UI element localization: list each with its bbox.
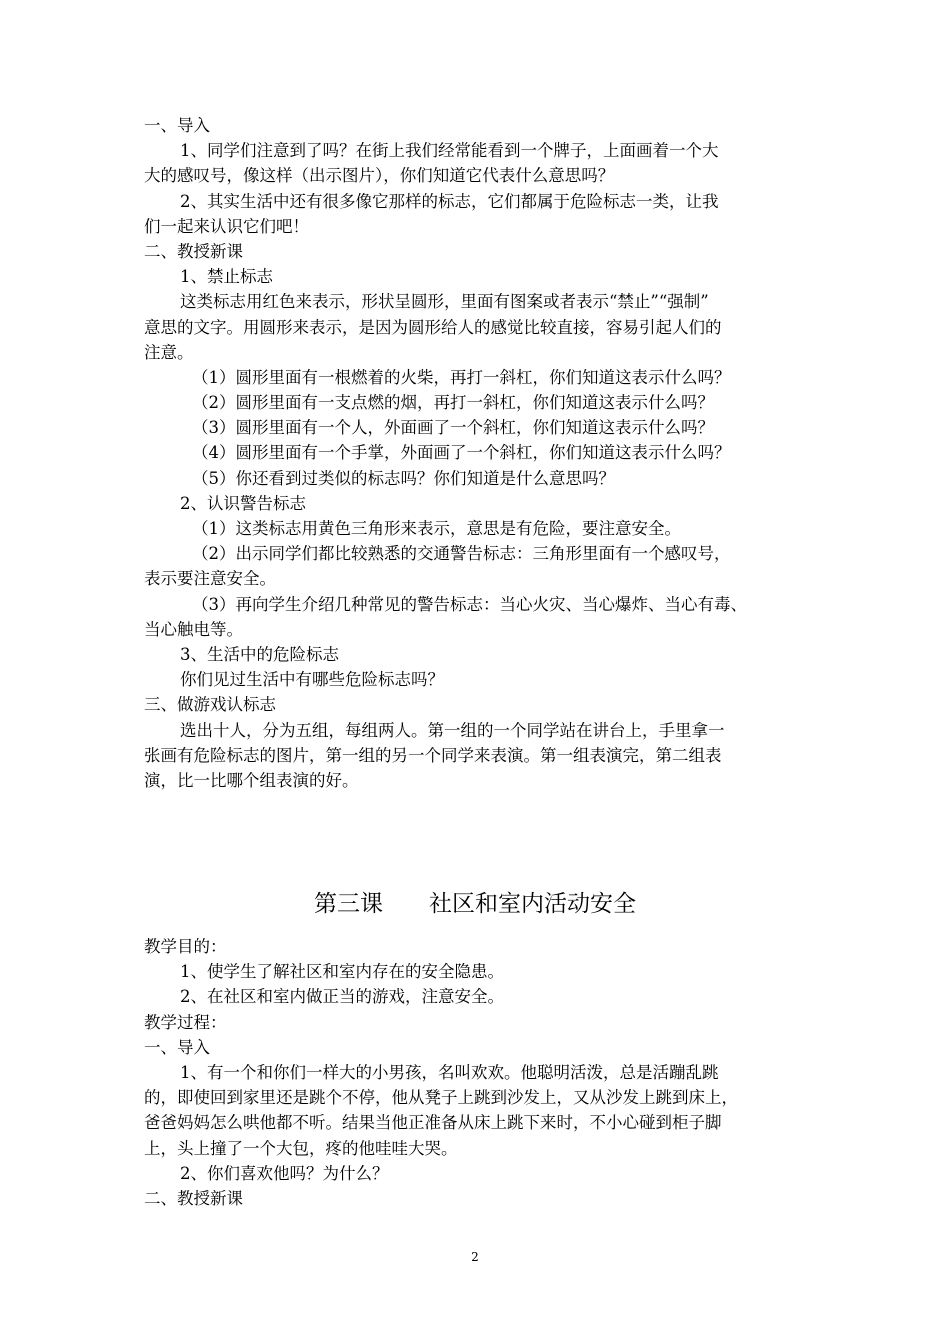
game-desc-line-3: 演，比一比哪个组表演的好。 [144, 770, 359, 790]
life-signs-question: 你们见过生活中有哪些危险标志吗？ [180, 670, 444, 690]
process-heading: 教学过程： [144, 1012, 227, 1032]
story-line-4: 上，头上撞了一个大包，疼的他哇哇大哭。 [144, 1138, 458, 1158]
ban-sign-desc-line-1: 这类标志用红色来表示，形状呈圆形，里面有图案或者表示“禁止”“强制” [180, 292, 709, 312]
game-desc-line-1: 选出十人，分为五组，每组两人。第一组的一个同学站在讲台上，手里拿一 [180, 720, 725, 740]
ban-sign-desc-line-3: 注意。 [144, 342, 194, 362]
teach-heading: 二、教授新课 [144, 241, 243, 261]
story-line-2: 的，即使回到家里还是跳个不停，他从凳子上跳到沙发上，又从沙发上跳到床上， [144, 1088, 738, 1108]
warning-item-2-line-1: （2）出示同学们都比较熟悉的交通警告标志：三角形里面有一个感叹号， [192, 544, 731, 564]
ban-sign-desc-line-2: 意思的文字。用圆形来表示，是因为圆形给人的感觉比较直接，容易引起人们的 [144, 317, 722, 337]
goals-heading: 教学目的： [144, 937, 227, 956]
lesson3-intro-heading: 一、导入 [144, 1037, 210, 1057]
intro-paragraph-2-line-2: 们一起来认识它们吧！ [144, 216, 309, 236]
story-line-3: 爸爸妈妈怎么哄他都不听。结果当他正准备从床上跳下来时，不小心碰到柜子脚 [144, 1113, 722, 1133]
story-question: 2、你们喜欢他吗？为什么？ [180, 1163, 389, 1183]
life-signs-heading: 3、生活中的危险标志 [180, 644, 339, 664]
warning-item-2-line-2: 表示要注意安全。 [144, 569, 276, 589]
ban-question-4: （4）圆形里面有一个手掌，外面画了一个斜杠，你们知道这表示什么吗？ [192, 443, 731, 463]
ban-question-3: （3）圆形里面有一个人，外面画了一个斜杠，你们知道这表示什么吗？ [192, 418, 714, 438]
ban-question-2: （2）圆形里面有一支点燃的烟，再打一斜杠，你们知道这表示什么吗？ [192, 393, 714, 413]
intro-paragraph-1-line-1: 1、同学们注意到了吗？在街上我们经常能看到一个牌子，上面画着一个大 [180, 141, 719, 161]
story-line-1: 1、有一个和你们一样大的小男孩，名叫欢欢。他聪明活泼，总是活蹦乱跳 [180, 1062, 719, 1082]
lesson3-body [144, 934, 808, 1211]
warning-item-1: （1）这类标志用黄色三角形来表示，意思是有危险，要注意安全。 [192, 519, 681, 538]
ban-question-1: （1）圆形里面有一根燃着的火柴，再打一斜杠，你们知道这表示什么吗？ [192, 367, 731, 387]
game-heading: 三、做游戏认标志 [144, 695, 276, 715]
game-desc-line-2: 张画有危险标志的图片，第一组的另一个同学来表演。第一组表演完，第二组表 [144, 745, 722, 765]
page-number: 2 [471, 1250, 479, 1264]
warning-sign-heading: 2、认识警告标志 [180, 493, 306, 513]
goal-2: 2、在社区和室内做正当的游戏，注意安全。 [180, 987, 504, 1007]
intro-paragraph-2-line-1: 2、其实生活中还有很多像它那样的标志，它们都属于危险标志一类，让我 [180, 191, 719, 211]
lesson-3-title: 第三课 社区和室内活动安全 [314, 891, 636, 917]
ban-question-5: （5）你还看到过类似的标志吗？你们知道是什么意思吗？ [192, 468, 615, 488]
ban-sign-heading: 1、禁止标志 [180, 267, 273, 287]
intro-paragraph-1-line-2: 大的感叹号，像这样（出示图片），你们知道它代表什么意思吗？ [144, 166, 615, 186]
lesson2-continuation [144, 113, 808, 793]
goal-1: 1、使学生了解社区和室内存在的安全隐患。 [180, 962, 504, 982]
warning-item-3-line-2: 当心触电等。 [144, 619, 243, 639]
warning-item-3-line-1: （3）再向学生介绍几种常见的警告标志：当心火灾、当心爆炸、当心有毒、 [192, 594, 747, 614]
lesson3-teach-heading: 二、教授新课 [144, 1188, 243, 1208]
intro-heading: 一、导入 [144, 116, 210, 135]
